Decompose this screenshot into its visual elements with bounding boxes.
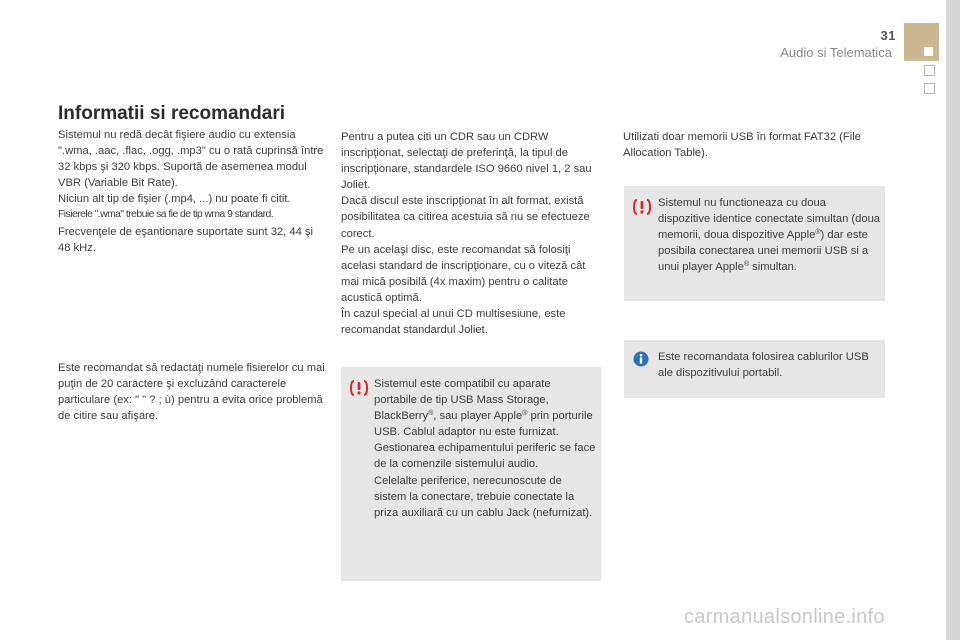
section-title: Audio si Telematica [780,45,892,60]
watermark: carmanualsonline.info [684,606,885,628]
info-icon [633,351,649,367]
apple-label: Apple [715,261,744,274]
identical-devices-line: Sistemul nu functioneaza cu doua dispozitive identice conectate simultan (doua memorii, doua dispozitive [658,197,881,242]
compatibility-line-3: porturile USB. Cablul adaptor nu este furnizat. [374,410,593,439]
scrollbar[interactable] [946,0,960,640]
compatibility-note-text [374,376,596,521]
registered-mark: ® [815,229,821,237]
registered-mark: ® [743,261,750,269]
other-peripherals-paragraph: Celelalte periferice, nerecunoscute de sistem la conectare, trebuie conectate la priza auxiliară cu un cablu Jack (nefurnizat). [374,474,593,519]
chapter-tab[interactable] [904,23,939,61]
via-label: prin [527,410,550,423]
column-2-text [341,129,603,338]
usb-and-player-line: ) dar este posibila conectarea unei memorii USB si a unui player [658,229,869,274]
compatibility-line-1: Sistemul este compatibil cu aparate portabile de tip USB Mass Storage, [374,378,551,407]
chapter-tab-box-2[interactable] [924,83,935,94]
compatibility-note-box [341,367,601,581]
multisession-paragraph: În cazul special al unui CD multisesiune, este recomandat standardul Joliet. [341,308,566,337]
registered-mark: ® [428,410,434,418]
unsupported-formats-paragraph: Niciun alt tip de fişier (.mp4, ...) nu poate fi citit. [58,193,291,206]
page-heading: Informatii si recomandari [58,103,286,124]
page-number: 31 [880,28,896,43]
chapter-tab-marker [924,47,933,56]
apple-label: Apple [786,229,816,242]
chapter-tab-box-1[interactable] [924,65,935,76]
warning-icon [349,379,369,397]
info-note-box [624,340,885,398]
blackberry-label: BlackBerry [374,410,429,423]
audio-formats-paragraph: Sistemul nu redă decât fişiere audio cu extensia ".wma, .aac, .flac, .ogg, .mp3" cu o rată cuprinsă între 32 kbps şi 320 kbps. Suportă de asemenea modul VBR (Variable Bit Rate). [58,129,324,190]
usb-cable-note: Este recomandata folosirea cablurilor USB ale dispozitivului portabil. [658,351,869,380]
file-naming-paragraph: Este recomandat să redactaţi numele fisierelor cu mai puţin de 20 caractere şi excluzând caracterele particulare (ex: " " ? ; ù) pentru a evita orice problemă de citire sau afişare. [58,362,325,423]
peripheral-management-paragraph: Gestionarea echipamentului periferic se face de la comenzile sistemului audio. [374,442,596,471]
fat32-paragraph: Utilizati doar memorii USB în format FAT32 (File Allocation Table). [623,131,861,160]
column-1-text [58,127,326,256]
registered-mark: ® [522,410,528,418]
cdr-paragraph: Pentru a putea citi un CDR sau un CDRW inscripţionat, selectaţi de preferinţă, la tipul de inscripţionare, standardele ISO 9660 nivel 1, 2 sau Joliet. [341,131,592,192]
simultaneous-label: simultan. [749,261,797,274]
sampling-frequencies-paragraph: Frecvenţele de eşantionare suportate sunt 32, 44 şi 48 kHz. [58,225,313,254]
apple-player-label: , sau player Apple [433,410,523,423]
wma-standard-paragraph: Fisierele ".wma" trebuie sa fie de tip wma 9 standard. [58,209,274,221]
warning-note-text [658,195,880,275]
warning-note-box [624,186,885,301]
other-format-paragraph: Dacă discul este inscripţionat în alt format, există posibilitatea ca citirea acestuia să nu se efectueze corect. [341,195,590,240]
same-standard-paragraph: Pe un acelaşi disc, este recomandat să folosiţi acelasi standard de inscripţionare, cu o viteză cât mai mică posibilă (4x maxim) pentru o calitate acustică optimă. [341,243,586,304]
warning-icon [632,198,652,216]
